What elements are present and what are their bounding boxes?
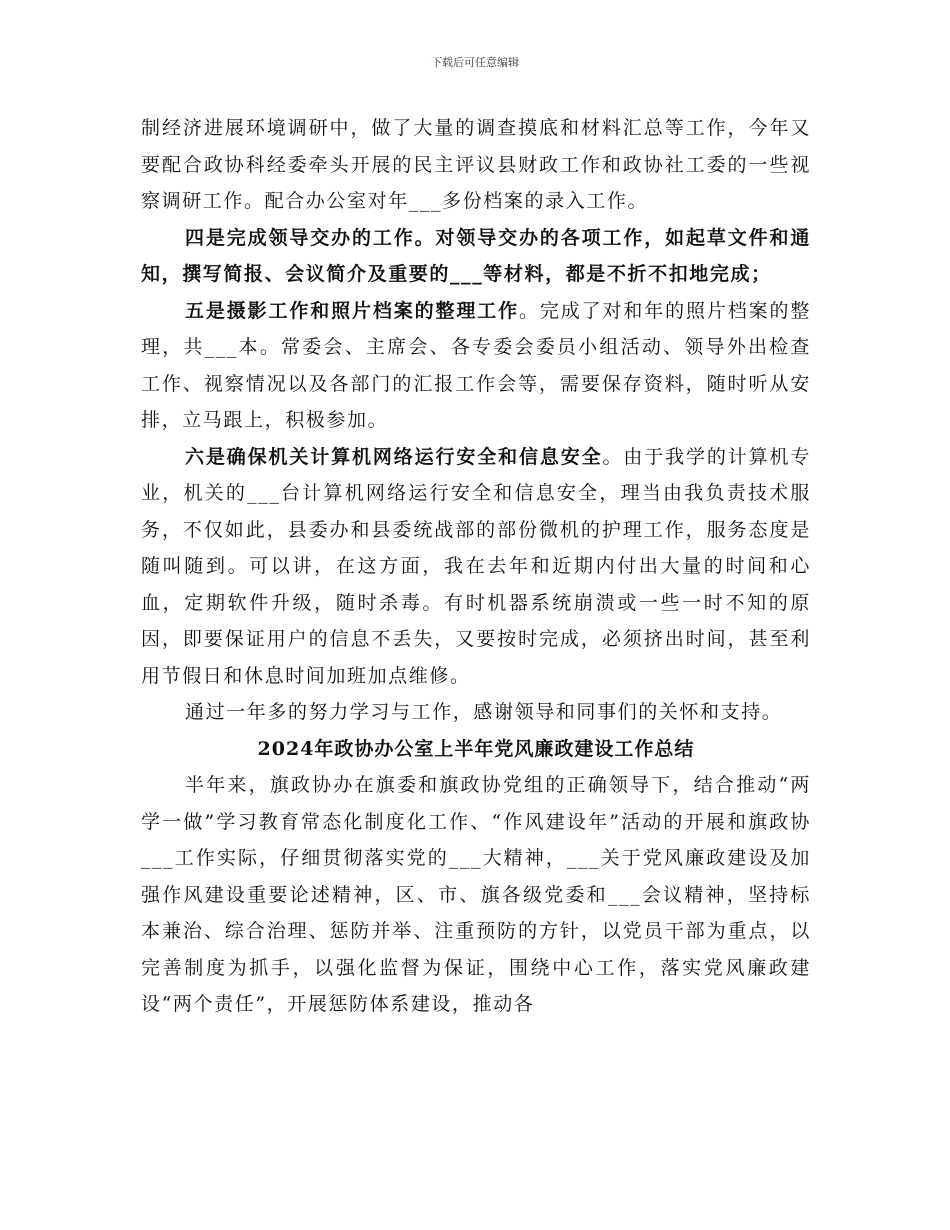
item-five-text: 。完成了对和年的照片档案的整理，共___本。常委会、主席会、各专委会委员小组活动、领导外出检查工作、视察情况以及各部门的汇报工作会等，需要保存资料，随时听从安排，立马跟上，积极参加。 — [141, 299, 811, 431]
paragraph-continuation: 制经济进展环境调研中，做了大量的调查摸底和材料汇总等工作，今年又要配合政协科经委牵头开展的民主评议县财政工作和政协社工委的一些视察调研工作。配合办公室对年___多份档案的录入工作。 — [141, 117, 811, 212]
paragraph-thanks: 通过一年多的努力学习与工作，感谢领导和同事们的关怀和支持。 — [185, 701, 783, 723]
section-heading: 2024年政协办公室上半年党风廉政建设工作总结 — [257, 737, 695, 760]
paragraph-summary: 半年来，旗政协办在旗委和旗政协党组的正确领导下，结合推动“两学一做”学习教育常态化制度化工作、“作风建设年”活动的开展和旗政协___工作实际，仔细贯彻落实党的___大精神，___关于党风廉政建设及加强作风建设重要论述精神，区、市、旗各级党委和___会议精神，坚持标本兼治、综合治理、惩防并举、注重预防的方针，以党员干部为重点，以完善制度为抓手，以强化监督为保证，围绕中心工作，落实党风廉政建设“两个责任”，开展惩防体系建设，推动各 — [141, 774, 811, 1015]
paragraph-item-four: 四是完成领导交办的工作。对领导交办的各项工作，如起草文件和通知，撰写简报、会议简介及重要的___等材料，都是不折不扣地完成； — [141, 226, 811, 285]
item-six-text: 。由于我学的计算机专业，机关的___台计算机网络运行安全和信息安全，理当由我负责技术服务，不仅如此，县委办和县委统战部的部份微机的护理工作，服务态度是随叫随到。可以讲，在这方面，我在去年和近期内付出大量的时间和心血，定期软件升级，随时杀毒。有时机器系统崩溃或一些一时不知的原因，即要保证用户的信息不丢失，又要按时完成，必须挤出时间，甚至利用节假日和休息时间加班加点维修。 — [141, 445, 811, 687]
document-body — [141, 110, 811, 1023]
paragraph-item-five — [141, 293, 811, 439]
item-five-title: 五是摄影工作和照片档案的整理工作 — [185, 299, 520, 322]
item-six-title: 六是确保机关计算机网络运行安全和信息安全 — [185, 445, 603, 468]
paragraph-item-six — [141, 439, 811, 695]
header-note: 下载后可任意编辑 — [431, 56, 519, 69]
